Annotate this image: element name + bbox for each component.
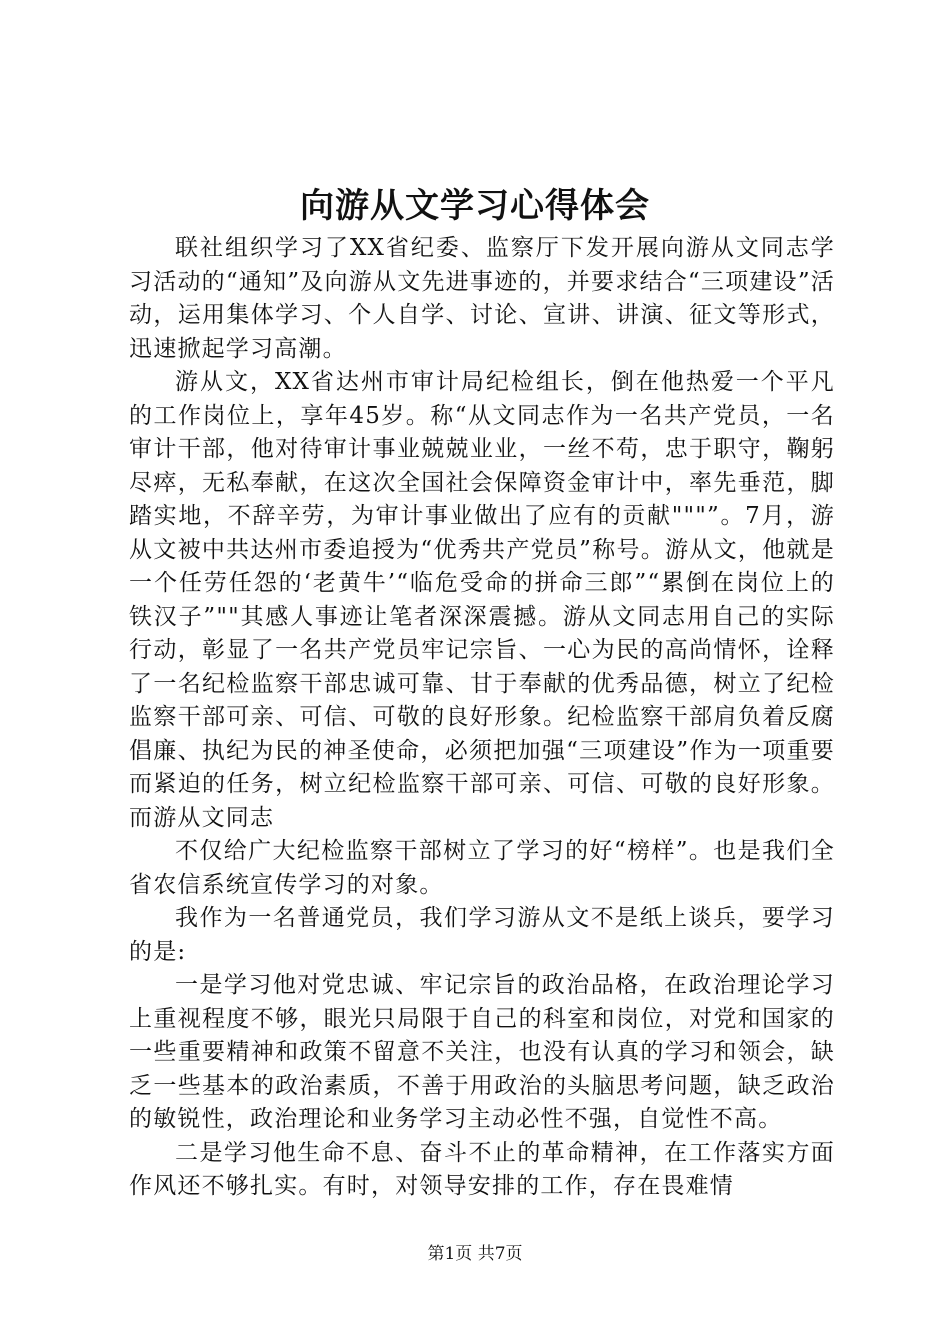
paragraph-3: 不仅给广大纪检监察干部树立了学习的好“榜样”。也是我们全省农信系统宣传学习的对象。: [129, 838, 835, 898]
paragraph-2: 游从文，XX省达州市审计局纪检组长，倒在他热爱一个平凡的工作岗位上，享年45岁。称“从文同志作为一名共产党员，一名审计干部，他对待审计事业兢兢业业，一丝不苟，忠于职守，鞠躬尽瘁，无私奉献，在这次全国社会保障资金审计中，率先垂范，脚踏实地，不辞辛劳，为审计事业做出了应有的贡献"""”。7月，游从文被中共达州市委追授为“优秀共产党员”称号。游从文，他就是一个任劳任怨的‘老黄牛’“临危受命的拼命三郎”“累倒在岗位上的铁汉子”""其感人事迹让笔者深深震撼。游从文同志用自己的实际行动，彰显了一名共产党员牢记宗旨、一心为民的高尚情怀，诠释了一名纪检监察干部忠诚可靠、甘于奉献的优秀品德，树立了纪检监察干部可亲、可信、可敬的良好形象。纪检监察干部肩负着反腐倡廉、执纪为民的神圣使命，必须把加强“三项建设”作为一项重要而紧迫的任务，树立纪检监察干部可亲、可信、可敬的良好形象。而游从文同志: [129, 369, 835, 831]
paragraph-4: 我作为一名普通党员，我们学习游从文不是纸上谈兵，要学习的是:: [129, 905, 835, 965]
paragraph-6: 二是学习他生命不息、奋斗不止的革命精神，在工作落实方面作风还不够扎实。有时，对领导安排的工作，存在畏难情: [129, 1139, 835, 1199]
document-title: 向游从文学习心得体会: [300, 186, 650, 226]
document-body: [129, 232, 835, 1204]
paragraph-1: 联社组织学习了XX省纪委、监察厅下发开展向游从文同志学习活动的“通知”及向游从文先进事迹的，并要求结合“三项建设”活动，运用集体学习、个人自学、讨论、宣讲、讲演、征文等形式，迅速掀起学习高潮。: [129, 235, 835, 362]
page-footer: 第1页 共7页: [427, 1244, 523, 1264]
paragraph-5: 一是学习他对党忠诚、牢记宗旨的政治品格，在政治理论学习上重视程度不够，眼光只局限于自己的科室和岗位，对党和国家的一些重要精神和政策不留意不关注，也没有认真的学习和领会，缺乏一些基本的政治素质，不善于用政治的头脑思考问题，缺乏政治的敏锐性，政治理论和业务学习主动必性不强，自觉性不高。: [129, 972, 835, 1132]
